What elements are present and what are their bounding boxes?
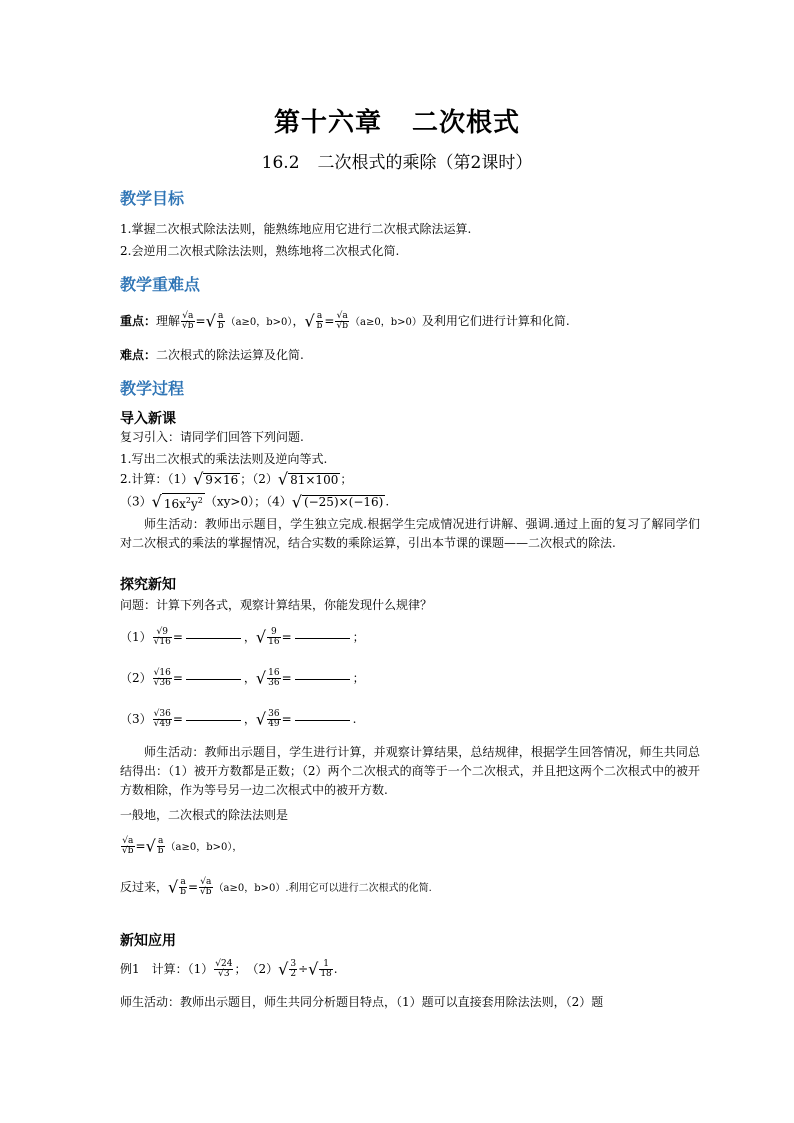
sqrt-a-over-b: √ $\frac{a}{b}$	[205, 311, 224, 331]
intro-heading: 导入新课	[120, 411, 176, 427]
keypoints-heading: 教学重难点	[120, 275, 201, 294]
key-point-line: 重点：理解 $\frac{√a}{√b}$ =√ $\frac{a}{b}$ （a≥0，b>0），√ $\frac{a}{b}$ = $\frac{√a}{√b}$ （a≥0，b>0）及利用它们进行计算和化简.	[120, 311, 570, 331]
hard-point-line	[120, 347, 304, 363]
reverse-rule: 反过来，√ $\frac{a}{b}$ = $\frac{√a}{√b}$ （a≥0，b>0）.利用它可以进行二次根式的化简.	[120, 877, 432, 897]
exercise-3: （3） $\frac{√36}{√49}$ = ，√ $\frac{36}{49}$ = .	[120, 709, 357, 729]
condition-text-2: （a≥0，b>0）	[350, 317, 422, 328]
sqrt-16x2y2: √ $16x^2y^2$	[151, 492, 203, 511]
sqrt-neg25xneg16: √ (−25)×(−16)	[291, 492, 384, 512]
section-name: 二次根式的乘除（第2课时）	[317, 153, 533, 173]
question-1: 1.写出二次根式的乘法法则及逆向等式.	[120, 452, 328, 466]
section-title	[0, 148, 794, 173]
exercise-1: （1） $\frac{√9}{√16}$ = ，√ $\frac{9}{16}$ = ；	[120, 627, 365, 647]
exercise-2: （2） $\frac{√16}{√36}$ = ，√ $\frac{16}{36}$ = ；	[120, 668, 365, 688]
sqrt-a-over-b-2: √ $\frac{a}{b}$	[304, 311, 323, 331]
rule-intro: 一般地，二次根式的除法法则是	[120, 808, 289, 822]
objective-item-1: 1.掌握二次根式除法法则，能熟练地应用它进行二次根式除法运算.	[120, 222, 472, 236]
objectives-heading: 教学目标	[120, 189, 185, 208]
division-rule: $\frac{√a}{√b}$ =√ $\frac{a}{b}$ （a≥0，b>0），	[122, 836, 243, 856]
hard-label: 难点：	[120, 348, 157, 362]
condition-text: （a≥0，b>0）	[225, 317, 293, 328]
review-text: 复习引入：请同学们回答下列问题.	[120, 430, 304, 444]
sqrt-9x16: √ 9×16	[193, 469, 239, 489]
chapter-title	[0, 102, 794, 139]
hard-text: 二次根式的除法运算及化简.	[156, 348, 304, 362]
sqrt-81x100: √ 81×100	[277, 469, 339, 489]
fraction-sqrt-a-over-sqrt-b: $\frac{√a}{√b}$	[182, 311, 194, 331]
answer-blank[interactable]	[186, 719, 241, 721]
section-number: 16.2	[261, 153, 300, 173]
answer-blank[interactable]	[295, 678, 350, 680]
chapter-number: 第十六章	[273, 108, 382, 138]
explore-heading: 探究新知	[120, 577, 176, 593]
apply-heading: 新知应用	[120, 933, 176, 949]
activity-paragraph-1: 师生活动：教师出示题目，学生独立完成.根据学生完成情况进行讲解、强调.通过上面的复习了解同学们对二次根式的乘法的掌握情况，结合实数的乘除运算，引出本节课的课题——二次根式的除法.	[120, 517, 700, 550]
key-text-2: 及利用它们进行计算和化简.	[421, 314, 570, 328]
question-3: （3）√ $16x^2y^2$ （xy>0）；（4）√ (−25)×(−16) .	[120, 492, 390, 512]
activity-paragraph-3: 师生活动：教师出示题目，师生共同分析题目特点，（1）题可以直接套用除法法则，（2）题	[120, 995, 604, 1009]
answer-blank[interactable]	[186, 678, 241, 680]
chapter-name: 二次根式	[412, 108, 521, 138]
answer-blank[interactable]	[295, 637, 350, 639]
objective-item-2: 2.会逆用二次根式除法法则，熟练地将二次根式化简.	[120, 244, 400, 258]
answer-blank[interactable]	[295, 719, 350, 721]
question-2: 2.计算：（1）√ 9×16 ；（2）√ 81×100 ；	[120, 469, 353, 489]
process-heading: 教学过程	[120, 379, 185, 398]
problem-text: 问题：计算下列各式，观察计算结果，你能发现什么规律？	[120, 598, 433, 612]
example-1: 例1 计算：（1） $\frac{√24}{√3}$ ； （2）√ $\frac{3}{2}$ ÷√ $\frac{1}{18}$ .	[120, 959, 338, 979]
key-text: 理解	[156, 314, 181, 328]
fraction-sqrt-a-over-sqrt-b-2: $\frac{√a}{√b}$	[336, 311, 348, 331]
activity-paragraph-2: 师生活动：教师出示题目，学生进行计算，并观察计算结果，总结规律，根据学生回答情况，师生共同总结得出：（1）被开方数都是正数；（2）两个二次根式的商等于一个二次根式，并且把这两个二次根式中的被开方数相除，作为等号另一边二次根式中的被开方数.	[120, 745, 700, 797]
answer-blank[interactable]	[186, 637, 241, 639]
key-label: 重点：	[120, 314, 157, 328]
